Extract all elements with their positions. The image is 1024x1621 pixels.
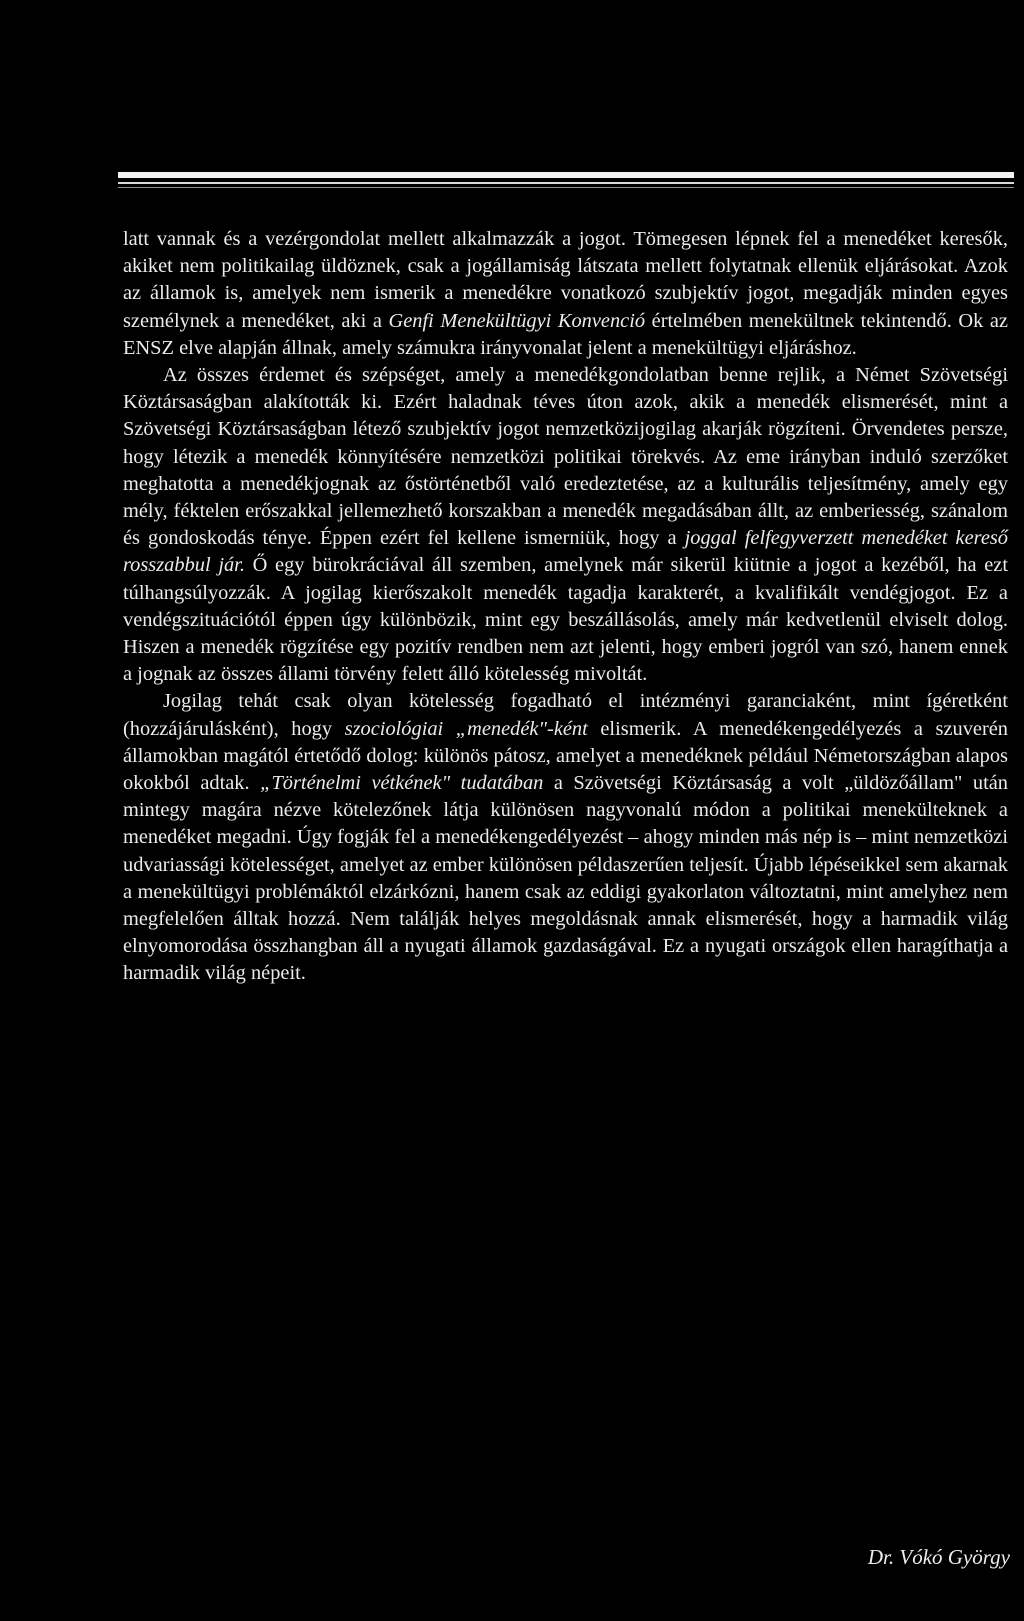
text-segment: értelmében menekültnek tekintendő. Ok az ENSZ elve alapján állnak, amely számukra irányvonalat jelent a menekültügyi eljáráshoz. bbox=[123, 309, 1008, 359]
paragraph-2 bbox=[123, 362, 1008, 688]
header-rule-thin bbox=[118, 182, 1014, 184]
text-segment-italic: szociológiai „menedék"-ként bbox=[344, 717, 588, 740]
paragraph-3 bbox=[123, 688, 1008, 987]
text-segment-italic: „Történelmi vétkének" tudatában bbox=[260, 772, 544, 795]
author-signature: Dr. Vókó György bbox=[867, 1545, 1010, 1569]
text-segment: elismerik. A menedékengedélyezés a szuverén államokban magától értetődő dolog: különös pátosz, amelyet a menedéknek például Németországban alapos okokból adtak. bbox=[123, 717, 1008, 795]
text-segment-italic: Genfi Menekültügyi Konvenció bbox=[388, 309, 646, 332]
text-segment: Ő egy bürokráciával áll szemben, amelynek már sikerül kiütnie a jogot a kezéből, ha ezt túlhangsúlyozzák. A jogilag kierőszakolt menedék tagadja karakterét, a kvalifikált vendégjogot. Ez a vendégszituációtól éppen úgy különbözik, mint egy beszállásolás, amely már kedvetlenül elviselt dolog. Hiszen a menedék rögzítése egy pozitív rendben nem azt jelenti, hogy emberi jogról van szó, hanem ennek a jognak az összes állami törvény felett álló kötelesség mivoltát. bbox=[123, 554, 1009, 686]
paragraph-1 bbox=[123, 226, 1008, 362]
article-body bbox=[123, 226, 1008, 988]
text-segment: Jogilag tehát csak olyan kötelesség fogadható el intézményi garanciaként, mint ígéretként (hozzájárulásként), hogy bbox=[123, 690, 1008, 740]
text-segment-italic: joggal felfegyverzett menedéket kereső rosszabbul jár. bbox=[123, 527, 1009, 577]
text-segment: Az összes érdemet és szépséget, amely a menedékgondolatban benne rejlik, a Német Szövetségi Köztársaságban alakították ki. Ezért haladnak téves úton azok, akik a menedék elismerését, mint a Szövetségi Köztársaságban létező szubjektív jogot nemzetközijogilag akarják rögzíteni. Örvendetes persze, hogy létezik a menedék könnyítésére nemzetközi politikai törekvés. Az eme irányban induló szerzőket meghatotta a menedékjognak az őstörténetből való eredeztetése, az a kulturális teljesítmény, amely egy mély, féktelen erőszakkal jellemezhető korszakban a menedék megadásában állt, az emberiesség, szánalom és gondoskodás ténye. Éppen ezért fel kellene ismerniük, hogy a bbox=[123, 364, 1008, 550]
text-segment: a Szövetségi Köztársaság a volt „üldözőállam" után mintegy magára nézve kötelezőnek látja különösen nagyvonalú módon a politikai menekülteknek a menedéket megadni. Úgy fogják fel a menedékengedélyezést – ahogy minden más nép is – mint nemzetközi udvariassági kötelességet, amelyet az ember különösen példaszerűen teljesít. Újabb lépéseikkel sem akarnak a menekültügyi problémáktól elzárkózni, hanem csak az eddigi gyakorlaton változtatni, mint amelyhez nem megfelelően álltak hozzá. Nem találják helyes megoldásnak annak elismerését, hogy a harmadik világ elnyomorodása összhangban áll a nyugati államok gazdaságával. Ez a nyugati országok ellen haragíthatja a harmadik világ népeit. bbox=[123, 772, 1008, 985]
text-segment: latt vannak és a vezérgondolat mellett alkalmazzák a jogot. Tömegesen lépnek fel a menedéket keresők, akiket nem politikailag üldöznek, csak a jogállamiság látszata mellett folytatnak ellenük eljárásokat. Azok az államok is, amelyek nem ismerik a menedékre vonatkozó szubjektív jogot, megadják minden egyes személynek a menedéket, aki a bbox=[123, 228, 1008, 332]
header-rules bbox=[118, 172, 1014, 188]
header-rule-hairline bbox=[118, 187, 1014, 188]
